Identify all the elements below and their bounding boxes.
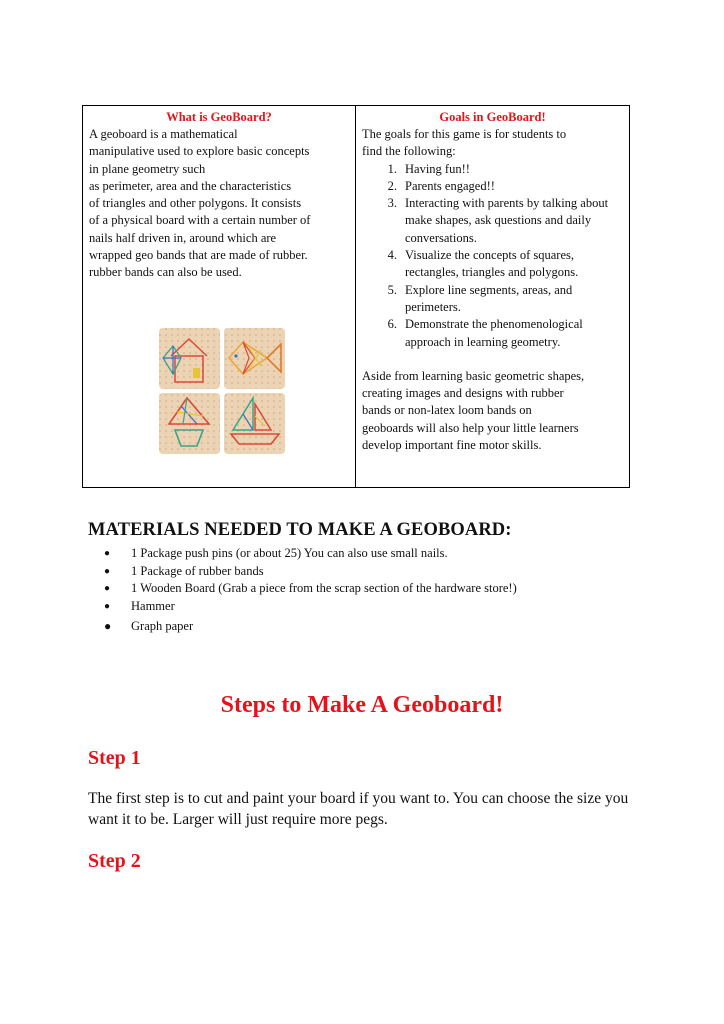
goal-item: 5. Explore line segments, areas, and perimeters. — [387, 282, 573, 314]
steps-title: Steps to Make A Geoboard! — [220, 692, 504, 718]
goal-item: 2. Parents engaged!! — [387, 178, 495, 193]
materials-item: ● 1 Package of rubber bands — [104, 563, 264, 578]
geoboard-info-table — [82, 105, 630, 488]
goals-closing-text: Aside from learning basic geometric shapes, creating images and designs with rubber bands or non-latex loom bands on geoboards will also help your little learners develop important fine motor skills. — [362, 368, 585, 453]
goal-item: 1. Having fun!! — [387, 161, 470, 176]
materials-item: ● Hammer — [104, 598, 175, 613]
materials-item: ● 1 Package push pins (or about 25) You can also use small nails. — [104, 546, 448, 560]
materials-list — [104, 545, 517, 636]
what-is-geoboard-heading: What is GeoBoard? — [166, 110, 272, 124]
materials-item: ● 1 Wooden Board (Grab a piece from the scrap section of the hardware store!) — [104, 581, 517, 595]
board-sailboat — [224, 393, 285, 454]
goal-item: 6. Demonstrate the phenomenological approach in learning geometry. — [387, 317, 583, 349]
goal-item: 3. Interacting with parents by talking about make shapes, ask questions and daily conversations. — [387, 196, 609, 245]
materials-heading: MATERIALS NEEDED TO MAKE A GEOBOARD: — [88, 520, 512, 540]
goals-heading: Goals in GeoBoard! — [439, 110, 546, 124]
step-2-heading: Step 2 — [88, 850, 141, 872]
materials-item: ● Graph paper — [104, 619, 194, 633]
goals-cell — [356, 106, 629, 487]
board-house — [159, 328, 220, 389]
what-is-geoboard-text: A geoboard is a mathematical manipulative used to explore basic concepts in plane geometry such as perimeter, area and the characteristics of triangles and other polygons. It consists of a physical board with a certain number of nails half driven in, around which are wrapped geo bands that are made of rubber. rubber bands can also be used. — [89, 127, 311, 280]
step-1-heading: Step 1 — [88, 747, 141, 769]
board-triangle — [159, 393, 220, 454]
goals-intro: The goals for this game is for students to find the following: — [362, 127, 567, 159]
board-fish — [224, 328, 285, 389]
geoboard-photo — [157, 326, 287, 456]
step-1-text: The first step is to cut and paint your board if you want to. You can choose the size you want it to be. Larger will just require more pegs. — [88, 790, 629, 828]
goals-list — [362, 161, 623, 351]
goal-item: 4. Visualize the concepts of squares, rectangles, triangles and polygons. — [387, 248, 579, 280]
